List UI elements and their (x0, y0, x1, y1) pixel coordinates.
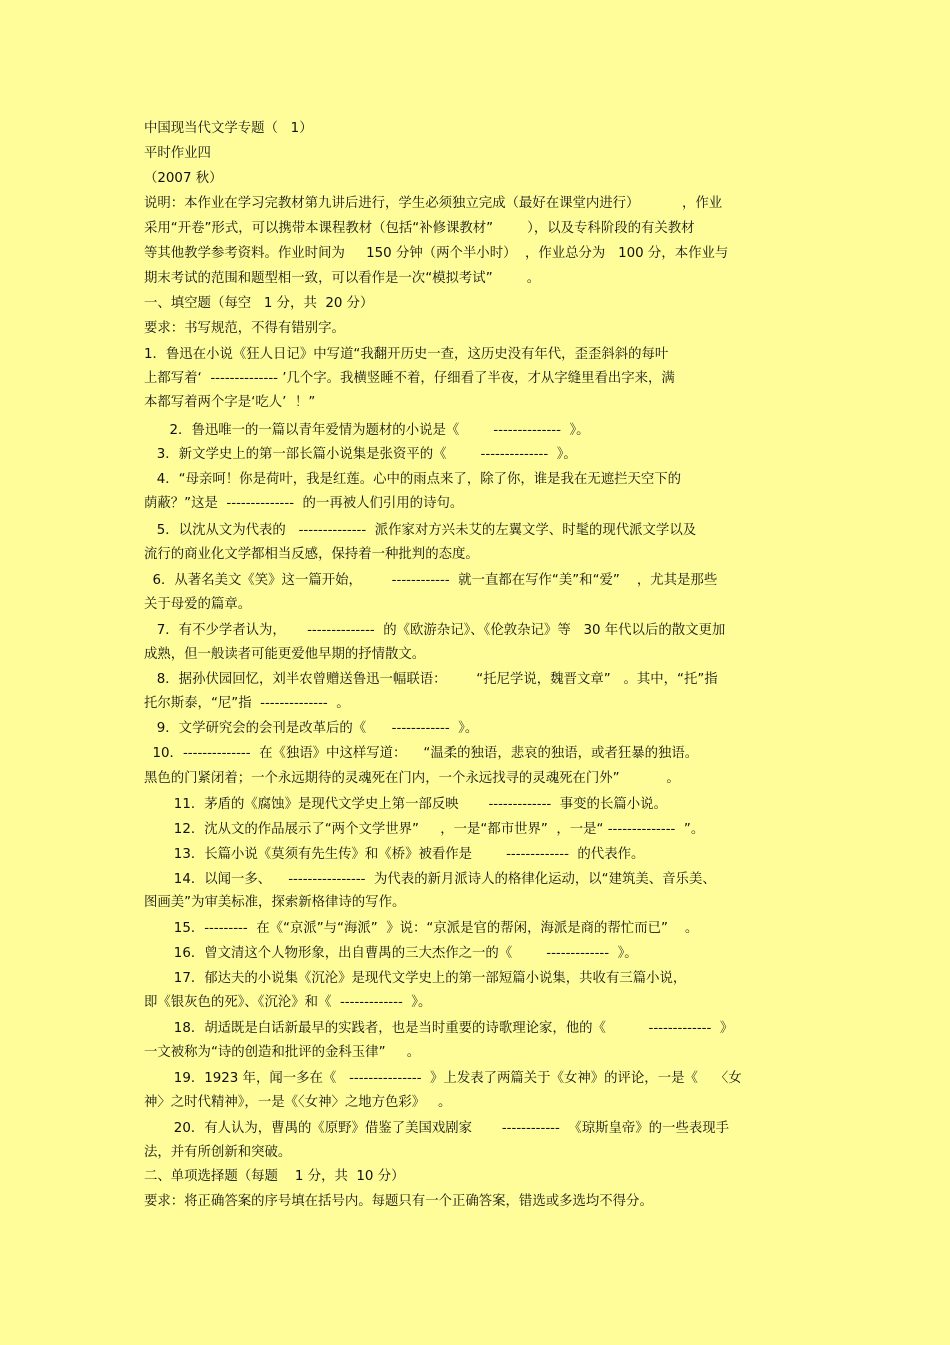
section-heading: 一、填空题（每空 1 分，共 20 分） (144, 296, 374, 311)
question-line: 托尔斯泰，“尼”指 -------------- 。 (144, 696, 350, 711)
instructions-line: 采用“开卷”形式，可以携带本课程教材（包括“补修课教材” ），以及专科阶段的有关教材 (144, 221, 695, 236)
question-line: 2．鲁迅唯一的一篇以青年爱情为题材的小说是《 -------------- 》。 (144, 423, 590, 438)
question-line: 4．“母亲呵！你是荷叶，我是红莲。心中的雨点来了，除了你，谁是我在无遮拦天空下的 (144, 472, 682, 487)
question-line: 法，并有所创新和突破。 (144, 1145, 292, 1160)
question-line: 12．沈从文的作品展示了“两个文学世界” ，一是“都市世界” ，一是“ -------------- ”。 (144, 822, 705, 837)
question-line: 黑色的门紧闭着；一个永远期待的灵魂死在门内，一个永远找寻的灵魂死在门外” 。 (144, 771, 680, 786)
question-line: 17．郁达夫的小说集《沉沦》是现代文学史上的第一部短篇小说集，共收有三篇小说， (144, 971, 687, 986)
question-line: 本都写着两个字是‘吃人’ ！” (144, 395, 316, 410)
question-line: 10．-------------- 在《独语》中这样写道： “温柔的独语，悲哀的独语，或者狂暴的独语。 (144, 746, 699, 761)
question-line: 一文被称为“诗的创造和批评的金科玉律” 。 (144, 1045, 421, 1060)
question-line: 荫蔽？”这是 -------------- 的一再被人们引用的诗句。 (144, 496, 464, 511)
question-line: 3．新文学史上的第一部长篇小说集是张资平的《 -------------- 》。 (144, 447, 577, 462)
instructions-line: 期末考试的范围和题型相一致，可以看作是一次“模拟考试” 。 (144, 271, 541, 286)
question-line: 14．以闻一多、 ---------------- 为代表的新月派诗人的格律化运动，以“建筑美、音乐美、 (144, 872, 716, 887)
question-line: 7．有不少学者认为， -------------- 的《欧游杂记》、《伦敦杂记》等 30 年代以后的散文更加 (144, 623, 726, 638)
question-line: 19．1923 年，闻一多在《 --------------- 》上发表了两篇关于《女神》的评论，一是《 〈女 (144, 1071, 742, 1086)
doc-title: 中国现当代文学专题（ 1） (144, 121, 313, 136)
question-line: 9．文学研究会的会刊是改革后的《 ------------ 》。 (144, 721, 479, 736)
question-line: 8．据孙伏园回忆，刘半农曾赠送鲁迅一幅联语： “托尼学说，魏晋文章” 。其中，“托”指 (144, 672, 718, 687)
question-line: 关于母爱的篇章。 (144, 597, 252, 612)
question-line: 6．从著名美文《笑》这一篇开始， ------------ 就一直都在写作“美”和“爱” ，尤其是那些 (144, 573, 718, 588)
question-line: 15．--------- 在《“京派”与“海派” 》说：“京派是官的帮闲，海派是商的帮忙而已” 。 (144, 921, 699, 936)
question-line: 上都写着‘ -------------- ’几个字。我横竖睡不着，仔细看了半夜，才从字缝里看出字来，满 (144, 371, 675, 386)
question-line: 11．茅盾的《腐蚀》是现代文学史上第一部反映 ------------- 事变的长篇小说。 (144, 797, 667, 812)
question-line: 图画美”为审美标准，探索新格律诗的写作。 (144, 895, 406, 910)
question-line: 13．长篇小说《莫须有先生传》和《桥》被看作是 ------------- 的代表作。 (144, 847, 645, 862)
question-line: 流行的商业化文学都相当反感，保持着一种批判的态度。 (144, 547, 479, 562)
section-requirement: 要求：将正确答案的序号填在括号内。每题只有一个正确答案，错选或多选均不得分。 (144, 1194, 653, 1209)
section-requirement: 要求：书写规范，不得有错别字。 (144, 321, 345, 336)
instructions-line: 说明：本作业在学习完教材第九讲后进行，学生必须独立完成（最好在课堂内进行） ，作业 (144, 196, 723, 211)
question-line: 5．以沈从文为代表的 -------------- 派作家对方兴未艾的左翼文学、时髦的现代派文学以及 (144, 523, 697, 538)
question-line: 1．鲁迅在小说《狂人日记》中写道“我翻开历史一查，这历史没有年代，歪歪斜斜的每叶 (144, 347, 669, 362)
instructions-line: 等其他教学参考资料。作业时间为 150 分钟（两个半小时） ，作业总分为 100 分，本作业与 (144, 246, 729, 261)
question-line: 神〉之时代精神》，一是《〈女神〉之地方色彩》 。 (144, 1095, 452, 1110)
question-line: 20．有人认为，曹禺的《原野》借鉴了美国戏剧家 ------------ 《琼斯皇帝》的一些表现手 (144, 1121, 730, 1136)
question-line: 16．曾文清这个人物形象，出自曹禺的三大杰作之一的《 ------------- 》。 (144, 946, 638, 961)
section-heading: 二、单项选择题（每题 1 分，共 10 分） (144, 1169, 405, 1184)
question-line: 18．胡适既是白话新最早的实践者，也是当时重要的诗歌理论家，他的《 ------------- 》 (144, 1021, 734, 1036)
question-line: 成熟，但一般读者可能更爱他早期的抒情散文。 (144, 647, 426, 662)
doc-subtitle: 平时作业四 (144, 146, 211, 161)
question-line: 即《银灰色的死》、《沉沦》和《 ------------- 》。 (144, 995, 432, 1010)
doc-term: （2007 秋） (144, 171, 223, 186)
